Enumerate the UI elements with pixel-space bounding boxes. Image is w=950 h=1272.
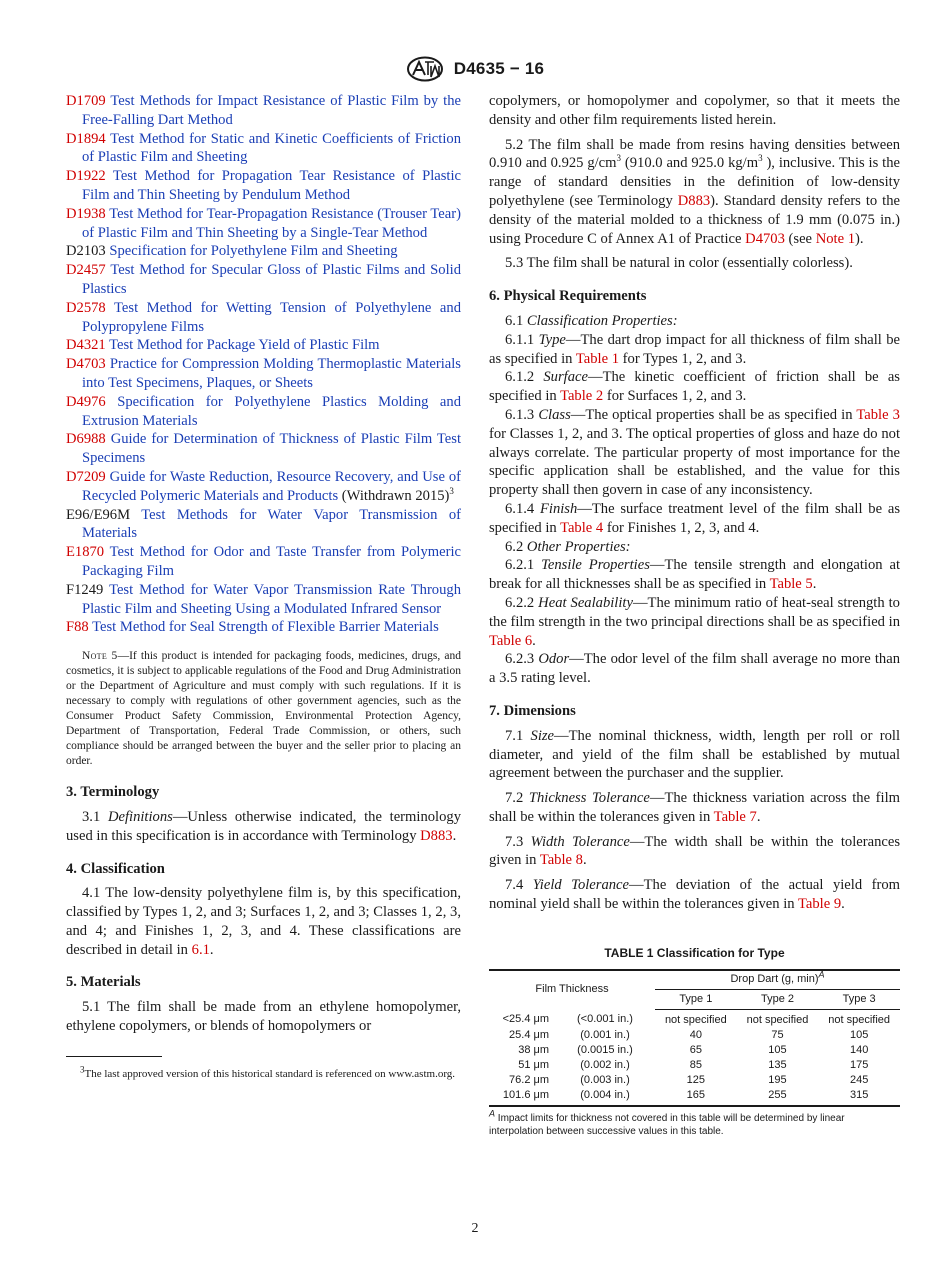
- paragraph-5-2: [489, 136, 900, 249]
- note-label: Note 5: [82, 650, 118, 663]
- clause-text: —The odor level of the film shall average no more than a 3.5 rating level.: [489, 651, 900, 687]
- reference-code-link[interactable]: D1938: [66, 205, 106, 222]
- clause-number: 7.4: [505, 877, 524, 894]
- link-table-1[interactable]: Table 1: [575, 350, 620, 367]
- cell-type-3: 315: [818, 1088, 900, 1106]
- punctuation: .: [209, 941, 214, 958]
- clause-number: 6.2.3: [505, 651, 535, 668]
- paragraph-5-1: 5.1 The film shall be made from an ethylene homopolymer, ethylene copolymers, or blends of homopolymers or: [66, 999, 461, 1035]
- clause-number: 6.1.4: [505, 500, 535, 517]
- footnote-mark: 3: [449, 485, 454, 496]
- cell-type-2: 255: [737, 1088, 819, 1106]
- clause-term: Size: [530, 727, 555, 744]
- cell-thickness-um: <25.4 μm: [502, 1013, 549, 1026]
- link-table-9[interactable]: Table 9: [797, 896, 842, 913]
- cell-type-2: not specified: [746, 1013, 809, 1026]
- footnote-mark: 3: [80, 1064, 85, 1075]
- table-1: [489, 944, 900, 1138]
- clause-text: for Finishes 1, 2, 3, and 4.: [603, 519, 760, 536]
- reference-item: [66, 205, 461, 243]
- reference-title-link[interactable]: Test Methods for Impact Resistance of Plastic Film by the Free-Falling Dart Method: [82, 93, 461, 128]
- clause-term: Class: [538, 406, 571, 423]
- paragraph-7-2: [489, 789, 900, 827]
- clause-term: Finish: [539, 500, 578, 517]
- section-heading-materials: 5. Materials: [66, 974, 141, 991]
- reference-code-link[interactable]: D6988: [66, 431, 106, 448]
- clause-text: for Classes 1, 2, and 3. The optical properties of gloss and haze do not always correlate. The particular property of most importance for the specific application shall be established, and the value for this property shall then govern in case of any inconsistency.: [489, 425, 900, 499]
- reference-code: D2103: [66, 243, 106, 260]
- clause-text: ). Standard density refers to the density of the material molded to a thickness of 1.9 mm (0.075 in.) using Procedure C of Annex A1 of Practice: [489, 192, 900, 247]
- clause-term: Tensile Properties: [541, 557, 650, 574]
- clause-term: Classification Properties:: [526, 312, 678, 329]
- clause-text: —The optical properties shall be as specified in: [570, 406, 857, 423]
- reference-code: E96/E96M: [66, 506, 131, 523]
- classification-table: [489, 969, 900, 1107]
- paragraph-6-2-1: [489, 556, 900, 594]
- cell-thickness-in: (0.001 in.): [580, 1028, 630, 1041]
- cell-type-2: 135: [768, 1058, 787, 1071]
- link-table-8[interactable]: Table 8: [539, 852, 583, 869]
- clause-text: —The kinetic coefficient of friction shall be as specified in: [489, 369, 900, 405]
- reference-item: [66, 618, 461, 637]
- cell-type-1: not specified: [664, 1013, 727, 1026]
- cell-thickness-in: (0.003 in.): [580, 1073, 630, 1086]
- table-row: [489, 1073, 900, 1088]
- reference-title-link[interactable]: Test Method for Static and Kinetic Coefficients of Friction of Plastic Film and Sheeting: [82, 130, 461, 166]
- link-d883[interactable]: D883: [677, 192, 711, 209]
- clause-number: 6.2.2: [505, 594, 535, 611]
- paragraph-6-2-3: [489, 650, 900, 688]
- footnote-text: The last approved version of this historical standard is referenced on www.astm.org.: [84, 1067, 456, 1080]
- table-footnote-text: Impact limits for thickness not covered in this table will be determined by linear interpolation between successive values in this table.: [489, 1112, 845, 1137]
- reference-code-link[interactable]: D4976: [66, 393, 106, 410]
- paragraph-6-1-4: [489, 500, 900, 538]
- cell-type-2: 195: [768, 1073, 787, 1086]
- cell-type-3: 175: [849, 1058, 869, 1071]
- clause-number: 6.1.3: [505, 406, 535, 423]
- clause-number: 6.2.1: [505, 557, 535, 574]
- note-5: [66, 649, 461, 769]
- table-row: [489, 1028, 900, 1043]
- reference-title-link[interactable]: Guide for Determination of Thickness of Plastic Film Test Specimens: [82, 431, 462, 467]
- reference-title-link[interactable]: Specification for Polyethylene Film and Sheeting: [109, 243, 398, 260]
- clause-text: 5.2 The film shall be made from resins having densities between 0.910 and 0.925 g/cm: [489, 136, 900, 172]
- clause-number: 6.2: [505, 538, 524, 555]
- reference-title-link[interactable]: Guide for Waste Reduction, Resource Recovery, and Use of Recycled Polymeric Materials and Products: [82, 468, 461, 504]
- reference-code-link[interactable]: D4703: [66, 356, 106, 373]
- reference-code-link[interactable]: D4321: [66, 337, 106, 354]
- cell-thickness-um: 101.6 μm: [489, 1088, 555, 1106]
- clause-text: —The thickness variation across the film shall be within the tolerances given in: [489, 790, 900, 825]
- reference-item: [66, 543, 461, 581]
- cell-type-1: 85: [689, 1058, 702, 1071]
- link-d4703[interactable]: D4703: [745, 230, 785, 247]
- section-heading-dimensions: 7. Dimensions: [489, 702, 576, 719]
- reference-title-link[interactable]: Test Method for Specular Gloss of Plastic Films and Solid Plastics: [82, 262, 461, 297]
- cell-thickness-in: (0.002 in.): [580, 1058, 630, 1071]
- link-table-7[interactable]: Table 7: [713, 808, 757, 825]
- reference-code-link[interactable]: E1870: [66, 544, 105, 561]
- paragraph-5-3: 5.3 The film shall be natural in color (essentially colorless).: [505, 255, 853, 272]
- table-caption: TABLE 1 Classification for Type: [604, 945, 785, 960]
- clause-number: 7.2: [505, 790, 524, 807]
- reference-item: [66, 167, 461, 205]
- link-table-5[interactable]: Table 5: [769, 576, 813, 593]
- reference-code: F1249: [66, 581, 104, 598]
- cell-type-1: 65: [689, 1043, 702, 1056]
- page-header: [0, 56, 950, 82]
- section-heading-physical-requirements: 6. Physical Requirements: [489, 288, 647, 305]
- reference-title-link[interactable]: Test Method for Seal Strength of Flexible Barrier Materials: [92, 619, 439, 636]
- cell-thickness-um: 38 μm: [518, 1043, 549, 1056]
- note-text: —If this product is intended for packaging foods, medicines, drugs, and cosmetics, it is subject to applicable regulations of the Food and Drug Administration or the Department of Agriculture and must comply with such regulations. If it is necessary to comply with regulations of other government agencies, such as the Consumer Product Safety Commission, Environmental Protection Agency, Department of Transportation, Federal Trade Commission, or others, such compliance should be arranged between the buyer and the seller prior to placing an order.: [66, 650, 461, 768]
- table-row: [489, 1088, 900, 1106]
- superscript: 3: [758, 153, 763, 164]
- header-film-thickness: Film Thickness: [489, 970, 655, 1010]
- reference-item: [66, 242, 461, 261]
- paragraph-6-2-2: [489, 594, 900, 650]
- cell-type-3: 245: [849, 1073, 869, 1086]
- clause-text: for Surfaces 1, 2, and 3.: [603, 388, 747, 405]
- link-table-3[interactable]: Table 3: [856, 406, 900, 423]
- standard-designation: D4635 − 16: [453, 59, 545, 78]
- reference-code-link[interactable]: D1894: [66, 130, 106, 147]
- reference-item: [66, 581, 461, 619]
- reference-code-link[interactable]: D2457: [66, 262, 106, 279]
- reference-title-link[interactable]: Test Method for Wetting Tension of Polyethylene and Polypropylene Films: [82, 299, 462, 335]
- reference-title-link[interactable]: Practice for Compression Molding Thermoplastic Materials into Test Specimens, Plaques, or Sheets: [82, 356, 461, 391]
- link-table-2[interactable]: Table 2: [560, 388, 604, 405]
- table-row: [489, 1043, 900, 1058]
- section-heading-classification: 4. Classification: [66, 860, 165, 877]
- clause-number: 7.3: [505, 833, 524, 850]
- page-number: 2: [471, 1221, 479, 1236]
- paragraph-6-1: [489, 312, 900, 331]
- paragraph-6-1-3: [489, 406, 900, 500]
- clause-text: —The tensile strength and elongation at break for all thicknesses shall be as specified in: [489, 557, 900, 593]
- cell-type-3: not specified: [828, 1013, 891, 1026]
- reference-title-link[interactable]: Test Method for Odor and Taste Transfer from Polymeric Packaging Film: [82, 544, 461, 579]
- clause-text: —Unless otherwise indicated, the terminology used in this specification is in accordance with Terminology: [66, 808, 461, 844]
- header-type-2: Type 2: [737, 989, 819, 1009]
- header-type-3: Type 3: [818, 989, 900, 1009]
- reference-item: [66, 92, 461, 130]
- reference-title-link[interactable]: Test Method for Propagation Tear Resistance of Plastic Film and Thin Sheeting by Pendulum Method: [82, 168, 461, 203]
- footnote-3: [66, 1064, 461, 1082]
- clause-number: 7.1: [505, 727, 524, 744]
- reference-item: [66, 393, 461, 431]
- reference-item: [66, 299, 461, 337]
- clause-text: —The nominal thickness, width, length per roll or roll diameter, and yield of the film shall be established by mutual agreement between the purchaser and the supplier.: [489, 727, 900, 782]
- clause-text: .: [756, 808, 761, 825]
- reference-item: [66, 506, 461, 544]
- cell-thickness-um: 25.4 μm: [509, 1028, 549, 1041]
- reference-item: [66, 336, 461, 355]
- cell-type-1: 125: [686, 1073, 705, 1086]
- paragraph-5-1-continued: copolymers, or homopolymer and copolymer, so that it meets the density and other film requirements listed herein.: [489, 93, 900, 128]
- link-6-1[interactable]: 6.1: [191, 941, 210, 958]
- right-column: [489, 92, 900, 1138]
- clause-text: —The surface treatment level of the film shall be as specified in: [489, 500, 901, 536]
- clause-number: 6.1.1: [505, 331, 535, 348]
- paragraph-4-1: [66, 884, 461, 959]
- header-drop-dart: [655, 970, 900, 990]
- astm-logo-icon: [406, 56, 444, 82]
- link-table-6[interactable]: Table 6: [489, 632, 533, 649]
- link-note-1[interactable]: Note 1: [815, 230, 856, 247]
- reference-title-link[interactable]: Test Method for Tear-Propagation Resistance (Trouser Tear) of Plastic Film and Thin Sheeting by a Single-Tear Method: [82, 205, 461, 241]
- paragraph-3-1: [66, 808, 461, 846]
- cell-thickness-in: (<0.001 in.): [577, 1013, 633, 1026]
- reference-item: [66, 261, 461, 299]
- clause-term: Heat Sealability: [538, 594, 633, 611]
- cell-thickness-um: 51 μm: [518, 1058, 549, 1071]
- cell-thickness-in: (0.004 in.): [555, 1088, 655, 1106]
- clause-number: 6.1.2: [505, 369, 535, 386]
- paragraph-7-1: [489, 727, 900, 783]
- link-table-4[interactable]: Table 4: [560, 519, 604, 536]
- clause-text: for Types 1, 2, and 3.: [619, 350, 747, 367]
- reference-item: [66, 130, 461, 168]
- header-drop-dart-label: Drop Dart (g, min): [730, 972, 819, 985]
- clause-term: Other Properties:: [526, 538, 631, 555]
- reference-item: [66, 355, 461, 393]
- cell-type-2: 75: [771, 1028, 784, 1041]
- reference-title-link[interactable]: Test Methods for Water Vapor Transmission of Materials: [82, 506, 461, 542]
- punctuation: .: [452, 827, 457, 844]
- clause-term: Surface: [543, 369, 588, 386]
- cell-thickness-in: (0.0015 in.): [577, 1043, 633, 1056]
- clause-term: Yield Tolerance: [532, 877, 630, 894]
- clause-text: ).: [855, 230, 864, 247]
- header-type-1: Type 1: [655, 989, 737, 1009]
- left-column: [66, 92, 461, 1082]
- paragraph-6-2: [489, 538, 900, 557]
- cell-type-3: 140: [849, 1043, 869, 1056]
- clause-number: 6.1: [505, 312, 524, 329]
- superscript: 3: [616, 153, 622, 164]
- clause-text: .: [582, 852, 587, 869]
- reference-withdrawn-note: (Withdrawn 2015): [338, 487, 450, 504]
- reference-item: [66, 468, 461, 506]
- cell-type-3: 105: [849, 1028, 869, 1041]
- table-footnote: [489, 1108, 900, 1138]
- table-row: [489, 1009, 900, 1028]
- clause-term: Odor: [538, 651, 570, 668]
- cell-thickness-um: 76.2 μm: [509, 1073, 549, 1086]
- reference-code-link[interactable]: D2578: [66, 299, 106, 316]
- clause-text: .: [532, 632, 536, 649]
- clause-term: Width Tolerance: [530, 833, 630, 850]
- link-d883[interactable]: D883: [420, 827, 453, 844]
- clause-text: —The minimum ratio of heat-seal strength to the film strength in the two principal directions shall be as specified in: [489, 594, 900, 630]
- clause-text: —The deviation of the actual yield from nominal yield shall be within the tolerances given in: [489, 877, 901, 913]
- cell-type-2: 105: [768, 1043, 787, 1056]
- footnote-mark: A: [818, 969, 825, 980]
- clause-term: Type: [538, 331, 566, 348]
- reference-title-link[interactable]: Test Method for Water Vapor Transmission Rate Through Plastic Film and Sheeting Using a Modulated Infrared Sensor: [82, 581, 461, 617]
- clause-text: .: [812, 576, 817, 593]
- paragraph-6-1-1: [489, 331, 900, 369]
- clause-term: Definitions: [107, 808, 173, 825]
- clause-text: (910.0 and 925.0 kg/m: [621, 155, 759, 172]
- clause-text: —The width shall be within the tolerances given in: [489, 833, 900, 869]
- reference-code-link[interactable]: D1709: [66, 93, 106, 109]
- reference-title-link[interactable]: Test Method for Package Yield of Plastic Film: [109, 337, 380, 354]
- clause-text: (see: [784, 230, 816, 247]
- clause-text: .: [841, 896, 845, 913]
- section-heading-terminology: 3. Terminology: [66, 784, 160, 801]
- clause-text: —The dart drop impact for all thickness of film shall be as specified in: [489, 331, 900, 367]
- cell-type-1: 40: [689, 1028, 702, 1041]
- reference-code-link[interactable]: D1922: [66, 168, 106, 185]
- reference-list: [66, 92, 461, 637]
- reference-title-link[interactable]: Specification for Polyethylene Plastics Molding and Extrusion Materials: [82, 393, 462, 429]
- reference-code-link[interactable]: D7209: [66, 468, 106, 485]
- reference-item: [66, 430, 461, 468]
- table-row: [489, 1058, 900, 1073]
- cell-type-1: 165: [655, 1088, 737, 1106]
- footnote-divider: [66, 1056, 162, 1057]
- paragraph-7-4: [489, 876, 900, 914]
- clause-text: 4.1 The low-density polyethylene film is, by this specification, classified by Types 1, 2, and 3; Surfaces 1, 2, and 3; Classes 1, 2, 3, and 4; and Finishes 1, 2, 3, and 4. These classifications are described in detail in: [66, 885, 461, 958]
- clause-term: Thickness Tolerance: [528, 790, 650, 807]
- clause-number: 3.1: [82, 808, 101, 825]
- reference-code-link[interactable]: F88: [66, 619, 89, 636]
- clause-text: ), inclusive. This is the range of standard densities in the definition of low-density polyethylene (see Terminology: [489, 155, 900, 209]
- footnote-mark: A: [489, 1108, 496, 1119]
- paragraph-7-3: [489, 833, 900, 871]
- paragraph-6-1-2: [489, 368, 900, 406]
